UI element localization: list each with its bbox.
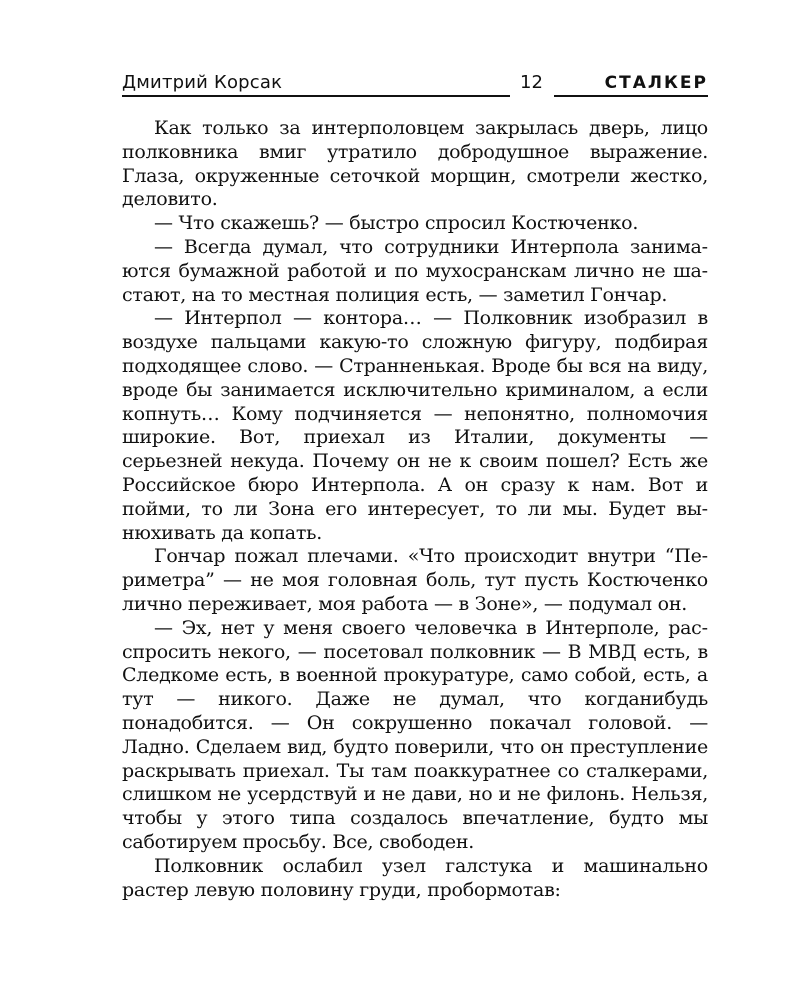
header-series-title: СТАЛКЕР xyxy=(604,73,708,93)
paragraph: Как только за интерполовцем закрылась дверь, лицо полковника вмиг утратило добродушное выражение. Глаза, окруженные сеточкой морщин, смотрели жестко, деловито. xyxy=(122,117,708,211)
header-rule-right xyxy=(554,95,708,97)
paragraph: Полковник ослабил узел галстука и машинально растер левую половину груди, пробормотав: xyxy=(122,854,708,901)
paragraph: — Что скажешь? — быстро спросил Костюченко. xyxy=(154,212,639,235)
paragraph: — Эх, нет у меня своего человечка в Интерполе, расспросить некого, — посетовал полковник — В МВД есть, в Следкоме есть, в военной прокуратуре, само собой, есть, а тут — никого. Даже не думал, что когданибудь понадобится. — Он сокрушенно покачал головой. — Ладно. Сделаем вид, будто поверили, что он преступление раскрывать приехал. Ты там поаккуратнее со сталкерами, слишком не усердствуй и не дави, но и не филонь. Нельзя, чтобы у этого типа создалось впечатление, будто мы саботируем просьбу. Все, свободен. xyxy=(122,616,708,853)
page-number: 12 xyxy=(520,72,543,93)
header-rule-left xyxy=(122,95,510,97)
header-author: Дмитрий Корсак xyxy=(122,72,283,93)
body-text xyxy=(122,117,708,902)
paragraph: — Интерпол — контора… — Полковник изобразил в воздухе пальцами какую-то сложную фигуру, подбирая подходящее слово. — Странненькая. Вроде бы вся на виду, вроде бы занимается исключительно криминалом, а если копнуть… Кому подчиняется — непонятно, полномочия широкие. Вот, приехал из Италии, документы — серьезней некуда. Почему он не к своим пошел? Есть же Российское бюро Интерпола. А он сразу к нам. Вот и пойми, то ли Зона его интересует, то ли мы. Будет вынюхивать да копать. xyxy=(122,307,708,544)
paragraph: Гончар пожал плечами. «Что происходит внутри “Периметра” — не моя головная боль, тут пусть Костюченко лично переживает, моя работа — в Зоне», — подумал он. xyxy=(122,545,708,615)
paragraph: — Всегда думал, что сотрудники Интерпола занимаются бумажной работой и по мухосранскам лично не шастают, на то местная полиция есть, — заметил Гончар. xyxy=(122,235,708,306)
running-header xyxy=(122,72,708,98)
